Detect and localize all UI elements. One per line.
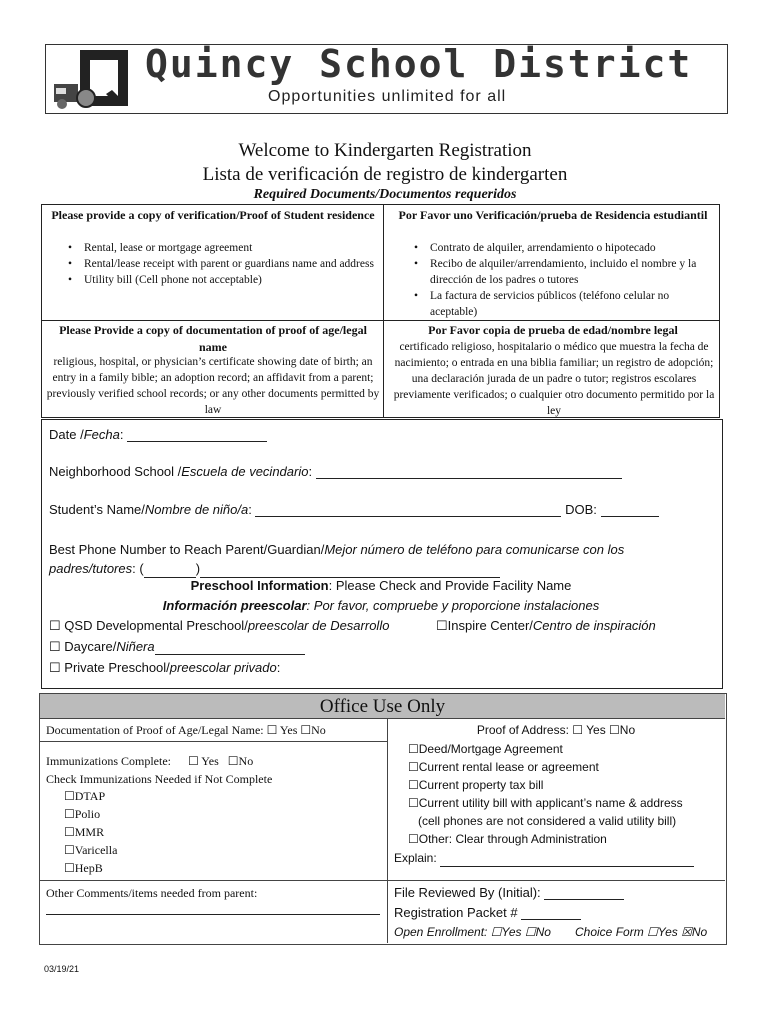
page-title-spanish: Lista de verificación de registro de kindergarten: [202, 164, 568, 185]
table-divider-vertical: [383, 204, 384, 417]
vaccine-list: [64, 787, 117, 877]
utility-bill-checkbox[interactable]: ☐Current utility bill with applicant’s name & address: [408, 796, 683, 810]
checkbox[interactable]: ☐: [49, 660, 61, 675]
vaccine-dtap-checkbox[interactable]: ☐DTAP: [64, 789, 106, 803]
school-field: Neighborhood School /Escuela de vecindario:: [49, 464, 622, 479]
list-item: • Rental, lease or mortgage agreement: [46, 240, 378, 256]
other-comments-input[interactable]: [46, 914, 380, 915]
checkbox[interactable]: ☐: [49, 639, 61, 654]
checkbox[interactable]: ☐: [436, 618, 448, 633]
open-enrollment-check[interactable]: Open Enrollment: ☐Yes ☐No: [394, 925, 551, 939]
district-logo-icon: [52, 48, 134, 110]
list-item: • Rental/lease receipt with parent or guardians name and address: [46, 256, 378, 272]
office-divider-vertical: [387, 718, 388, 943]
dob-input[interactable]: [601, 502, 659, 517]
phone-area-code-input[interactable]: [144, 563, 196, 578]
rental-lease-checkbox[interactable]: ☐Current rental lease or agreement: [408, 760, 599, 774]
revision-date: 03/19/21: [44, 964, 80, 974]
vaccine-varicella-checkbox[interactable]: ☐Varicella: [64, 843, 118, 857]
vaccine-polio-checkbox[interactable]: ☐Polio: [64, 807, 101, 821]
list-item: • Utility bill (Cell phone not acceptable): [46, 272, 378, 288]
table-divider-horizontal: [41, 320, 720, 321]
daycare-name-input[interactable]: [155, 640, 305, 655]
office-divider-1: [40, 741, 387, 742]
date-label: Date /: [49, 427, 84, 442]
age-proof-text: religious, hospital, or physician’s certificate showing date of birth; an entry in a family bible; an adoption record; an affidavit from a parent; previously verified school records; or any other documents permitted by law: [46, 356, 380, 416]
office-divider-2: [40, 880, 725, 881]
preschool-info-heading-spanish: Información preescolar: Por favor, compruebe y proporcione instalaciones: [162, 598, 600, 613]
utility-bill-note: (cell phones are not considered a valid utility bill): [418, 814, 677, 828]
age-proof-heading: Please Provide a copy of documentation of proof of age/legal name: [59, 323, 367, 354]
residence-heading-spanish: Por Favor uno Verificación/prueba de Residencia estudiantil: [398, 208, 708, 222]
student-name-label: Student’s Name/: [49, 502, 145, 517]
list-item: • Contrato de alquiler, arrendamiento o hipotecado: [392, 240, 716, 256]
choice-form-check[interactable]: Choice Form ☐Yes ☒No: [575, 925, 708, 939]
immun-no-checkbox[interactable]: ☐No: [227, 754, 254, 768]
file-reviewed-input[interactable]: [544, 885, 624, 900]
district-tagline: Opportunities unlimited for all: [268, 88, 507, 105]
student-name-field: Student’s Name/Nombre de niño/a: DOB:: [49, 502, 659, 517]
phone-label: Best Phone Number to Reach Parent/Guardian/: [49, 542, 325, 557]
qsd-preschool-option[interactable]: ☐ QSD Developmental Preschool/preescolar de Desarrollo: [49, 618, 390, 633]
explain-input[interactable]: [440, 855, 694, 867]
checkbox[interactable]: ☐: [49, 618, 61, 633]
vaccine-mmr-checkbox[interactable]: ☐MMR: [64, 825, 105, 839]
vaccine-hepb-checkbox[interactable]: ☐HepB: [64, 861, 103, 875]
file-reviewed-field: File Reviewed By (Initial):: [394, 885, 624, 900]
preschool-info-heading: Preschool Information: Please Check and Provide Facility Name: [190, 578, 572, 593]
required-documents-heading: Required Documents/Documentos requeridos: [253, 187, 517, 202]
student-name-input[interactable]: [255, 502, 561, 517]
inspire-center-option[interactable]: ☐Inspire Center/Centro de inspiración: [436, 618, 656, 633]
registration-packet-input[interactable]: [521, 905, 581, 920]
immunizations-check-label: Check Immunizations Needed if Not Complete: [46, 772, 273, 786]
other-comments-label: Other Comments/items needed from parent:: [46, 886, 258, 900]
phone-field: Best Phone Number to Reach Parent/Guardian/Mejor número de teléfono para comunicarse con los padres/tutores: ( ): [49, 542, 625, 576]
age-proof-text-spanish: certificado religioso, hospitalario o médico que muestra la fecha de nacimiento; o entrada en una biblia familiar; un registro de adopción; una declaración jurada de un padre o tutor; registros escolares previamente verificados; o cualquier otro documento permitido por la ley: [393, 341, 715, 417]
proof-of-address-check[interactable]: Proof of Address: ☐ Yes ☐No: [476, 723, 636, 737]
date-input[interactable]: [127, 427, 267, 442]
residence-list: [46, 240, 378, 288]
immun-yes-checkbox[interactable]: ☐ Yes: [187, 754, 219, 768]
other-checkbox[interactable]: ☐Other: Clear through Administration: [408, 832, 607, 846]
private-preschool-option[interactable]: ☐ Private Preschool/preescolar privado:: [49, 660, 281, 675]
property-tax-checkbox[interactable]: ☐Current property tax bill: [408, 778, 544, 792]
office-use-title: Office Use Only: [319, 696, 446, 717]
dob-label: DOB:: [565, 502, 597, 517]
address-doc-list: [408, 740, 683, 848]
school-input[interactable]: [316, 464, 622, 479]
explain-field: Explain:: [394, 849, 694, 867]
residence-heading: Please provide a copy of verification/Proof of Student residence: [51, 208, 375, 222]
registration-packet-field: Registration Packet #: [394, 905, 581, 920]
daycare-option[interactable]: ☐ Daycare/Niñera: [49, 639, 305, 655]
deed-checkbox[interactable]: ☐Deed/Mortgage Agreement: [408, 742, 563, 756]
school-label: Neighborhood School /: [49, 464, 182, 479]
page-title: Welcome to Kindergarten Registration: [238, 140, 532, 161]
immunizations-complete: Immunizations Complete: ☐ Yes ☐No: [46, 754, 254, 768]
residence-list-spanish: [392, 240, 716, 320]
list-item: • La factura de servicios públicos (teléfono celular no aceptable): [392, 288, 716, 320]
date-field: Date /Fecha:: [49, 427, 267, 442]
doc-age-check[interactable]: Documentation of Proof of Age/Legal Name: ☐ Yes ☐No: [46, 723, 326, 737]
district-name: Quincy School District: [145, 42, 693, 86]
age-proof-heading-spanish: Por Favor copia de prueba de edad/nombre legal: [428, 323, 678, 337]
list-item: • Recibo de alquiler/arrendamiento, incluido el nombre y la dirección de los padres o tutores: [392, 256, 716, 288]
phone-number-input[interactable]: [200, 563, 500, 578]
